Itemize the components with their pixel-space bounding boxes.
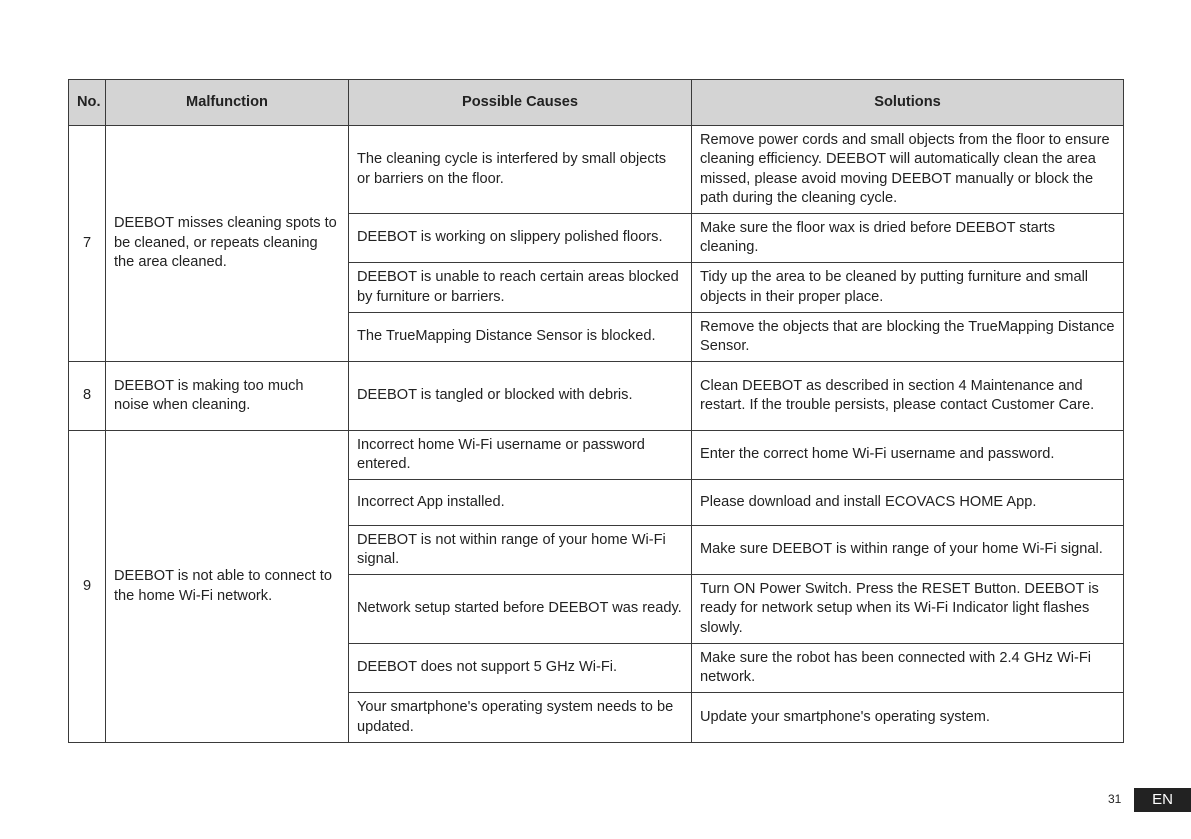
solution: Enter the correct home Wi-Fi username and password. xyxy=(692,431,1124,480)
malfunction-description: DEEBOT misses cleaning spots to be cleaned, or repeats cleaning the area cleaned. xyxy=(106,126,349,362)
solution: Turn ON Power Switch. Press the RESET Button. DEEBOT is ready for network setup when its Wi-Fi Indicator light flashes slowly. xyxy=(692,575,1124,644)
table-row xyxy=(69,126,1124,214)
language-badge: EN xyxy=(1134,788,1191,812)
possible-cause: Network setup started before DEEBOT was ready. xyxy=(349,575,692,644)
solution: Make sure DEEBOT is within range of your home Wi-Fi signal. xyxy=(692,526,1124,575)
table-header-row xyxy=(69,80,1124,126)
possible-cause: Incorrect App installed. xyxy=(349,480,692,526)
possible-cause: The TrueMapping Distance Sensor is blocked. xyxy=(349,313,692,362)
solution: Tidy up the area to be cleaned by putting furniture and small objects in their proper place. xyxy=(692,263,1124,313)
header-malfunction: Malfunction xyxy=(106,80,349,126)
possible-cause: DEEBOT does not support 5 GHz Wi-Fi. xyxy=(349,644,692,693)
solution: Remove power cords and small objects from the floor to ensure cleaning efficiency. DEEBOT will automatically clean the area missed, please avoid moving DEEBOT manually or block the path during the cleaning cycle. xyxy=(692,126,1124,214)
solution: Make sure the floor wax is dried before DEEBOT starts cleaning. xyxy=(692,214,1124,263)
solution: Remove the objects that are blocking the TrueMapping Distance Sensor. xyxy=(692,313,1124,362)
solution: Clean DEEBOT as described in section 4 Maintenance and restart. If the trouble persists, please contact Customer Care. xyxy=(692,362,1124,431)
malfunction-number: 9 xyxy=(69,431,106,743)
malfunction-number: 7 xyxy=(69,126,106,362)
possible-cause: Incorrect home Wi-Fi username or password entered. xyxy=(349,431,692,480)
troubleshooting-table xyxy=(68,79,1124,743)
page-number: 31 xyxy=(1108,792,1122,806)
solution: Make sure the robot has been connected with 2.4 GHz Wi-Fi network. xyxy=(692,644,1124,693)
possible-cause: DEEBOT is tangled or blocked with debris. xyxy=(349,362,692,431)
solution: Please download and install ECOVACS HOME App. xyxy=(692,480,1124,526)
header-no: No. xyxy=(69,80,106,126)
solution: Update your smartphone's operating system. xyxy=(692,693,1124,743)
table-row xyxy=(69,362,1124,431)
table-row xyxy=(69,431,1124,480)
malfunction-description: DEEBOT is not able to connect to the home Wi-Fi network. xyxy=(106,431,349,743)
possible-cause: The cleaning cycle is interfered by small objects or barriers on the floor. xyxy=(349,126,692,214)
header-possible-causes: Possible Causes xyxy=(349,80,692,126)
possible-cause: DEEBOT is not within range of your home Wi-Fi signal. xyxy=(349,526,692,575)
possible-cause: DEEBOT is unable to reach certain areas blocked by furniture or barriers. xyxy=(349,263,692,313)
possible-cause: Your smartphone's operating system needs to be updated. xyxy=(349,693,692,743)
malfunction-number: 8 xyxy=(69,362,106,431)
possible-cause: DEEBOT is working on slippery polished floors. xyxy=(349,214,692,263)
malfunction-description: DEEBOT is making too much noise when cleaning. xyxy=(106,362,349,431)
header-solutions: Solutions xyxy=(692,80,1124,126)
